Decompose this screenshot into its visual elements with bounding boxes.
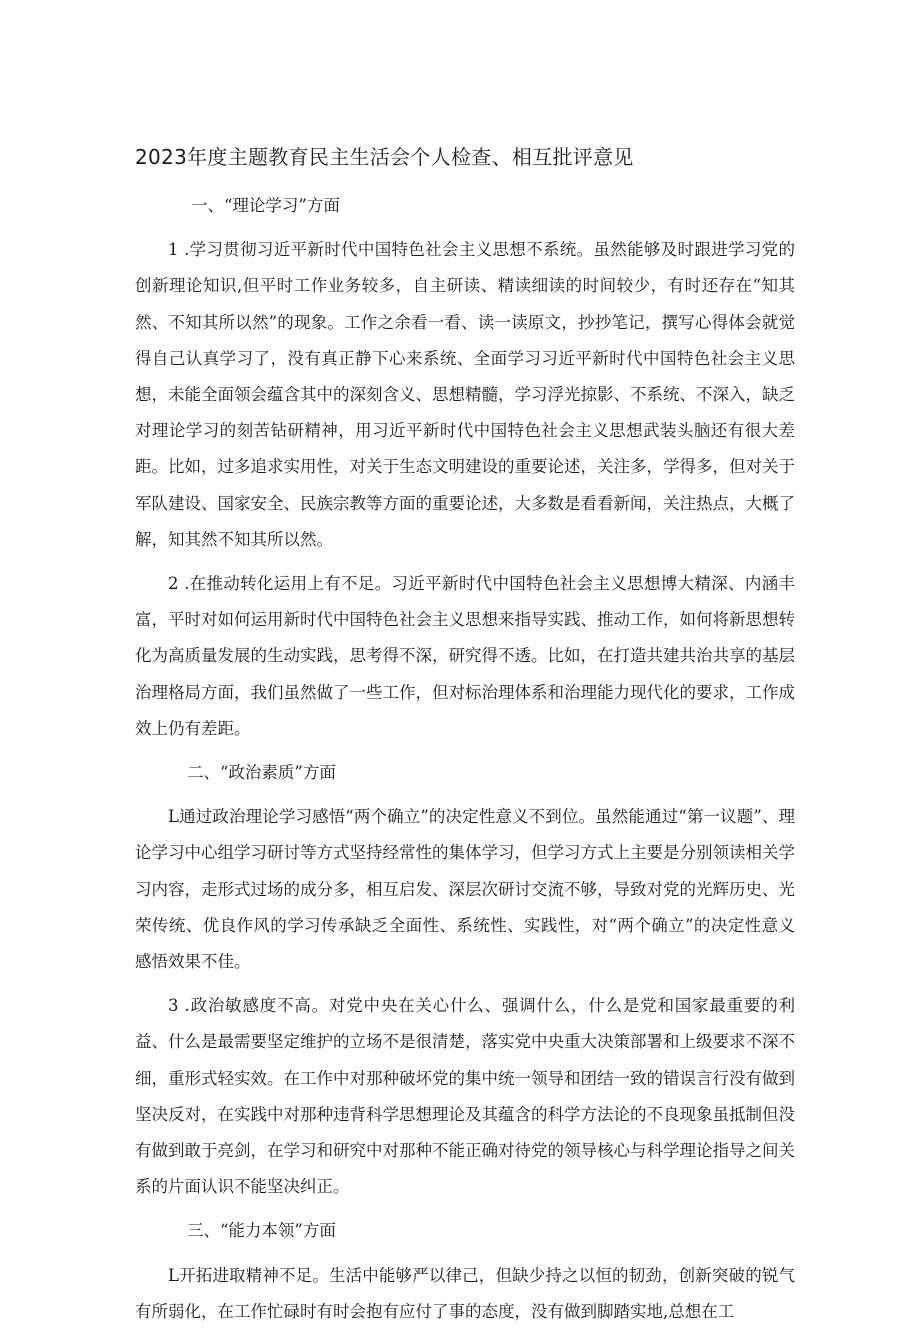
section-theory-study xyxy=(135,188,795,747)
section-ability xyxy=(135,1213,795,1330)
section-heading: 一、“理论学习”方面 xyxy=(191,196,340,215)
paragraph: 3 .政治敏感度不高。对党中央在关心什么、强调什么，什么是党和国家最重要的利益、什么是最需要坚定维护的立场不是很清楚，落实党中央重大决策部署和上级要求不深不细，重形式轻实效。在工作中对那种破坏党的集中统一领导和团结一致的错误言行没有做到坚决反对，在实践中对那种违背科学思想理论及其蕴含的科学方法论的不良现象虽抵制但没有做到敢于亮剑，在学习和研究中对那种不能正确对待党的领导核心与科学理论指导之间关系的片面认识不能坚决纠正。 xyxy=(135,996,795,1197)
document-title: 2023年度主题教育民主生活会个人检查、相互批评意见 xyxy=(135,145,634,169)
paragraph: L开拓进取精神不足。生活中能够严以律己，但缺少持之以恒的韧劲，创新突破的锐气有所弱化，在工作忙碌时有时会抱有应付了事的态度，没有做到脚踏实地,总想在工 xyxy=(135,1265,795,1321)
section-heading: 二、“政治素质”方面 xyxy=(187,763,336,783)
section-political-quality xyxy=(135,755,795,1205)
section-heading: 三、“能力本领”方面 xyxy=(187,1221,336,1241)
paragraph: L通过政治理论学习感悟“两个确立”的决定性意义不到位。虽然能通过“第一议题”、理论学习中心组学习研讨等方式坚持经常性的集体学习，但学习方式上主要是分别领读相关学习内容，走形式过场的成分多，相互启发、深层次研讨交流不够，导致对党的光辉历史、光荣传统、优良作风的学习传承缺乏全面性、系统性、实践性，对“两个确立”的决定性意义感悟效果不佳。 xyxy=(135,807,795,972)
paragraph: 1 .学习贯彻习近平新时代中国特色社会主义思想不系统。虽然能够及时跟进学习党的创新理论知识,但平时工作业务较多，自主研读、精读细读的时间较少，有时还存在“知其然、不知其所以然”的现象。工作之余看一看、读一读原文，抄抄笔记，撰写心得体会就觉得自己认真学习了，没有真正静下心来系统、全面学习习近平新时代中国特色社会主义思想，未能全面领会蕴含其中的深刻含义、思想精髓，学习浮光掠影、不系统、不深入，缺乏对理论学习的刻苦钻研精神，用习近平新时代中国特色社会主义思想武装头脑还有很大差距。比如，过多追求实用性，对关于生态文明建设的重要论述，关注多，学得多，但对关于军队建设、国家安全、民族宗教等方面的重要论述，大多数是看看新闻，关注热点，大概了解，知其然不知其所以然。 xyxy=(135,240,795,549)
paragraph: 2 .在推动转化运用上有不足。习近平新时代中国特色社会主义思想博大精深、内涵丰富，平时对如何运用新时代中国特色社会主义思想来指导实践、推动工作，如何将新思想转化为高质量发展的生动实践，思考得不深，研究得不透。比如，在打造共建共治共享的基层治理格局方面，我们虽然做了一些工作，但对标治理体系和治理能力现代化的要求，工作成效上仍有差距。 xyxy=(135,574,795,738)
document-body xyxy=(135,188,795,1330)
